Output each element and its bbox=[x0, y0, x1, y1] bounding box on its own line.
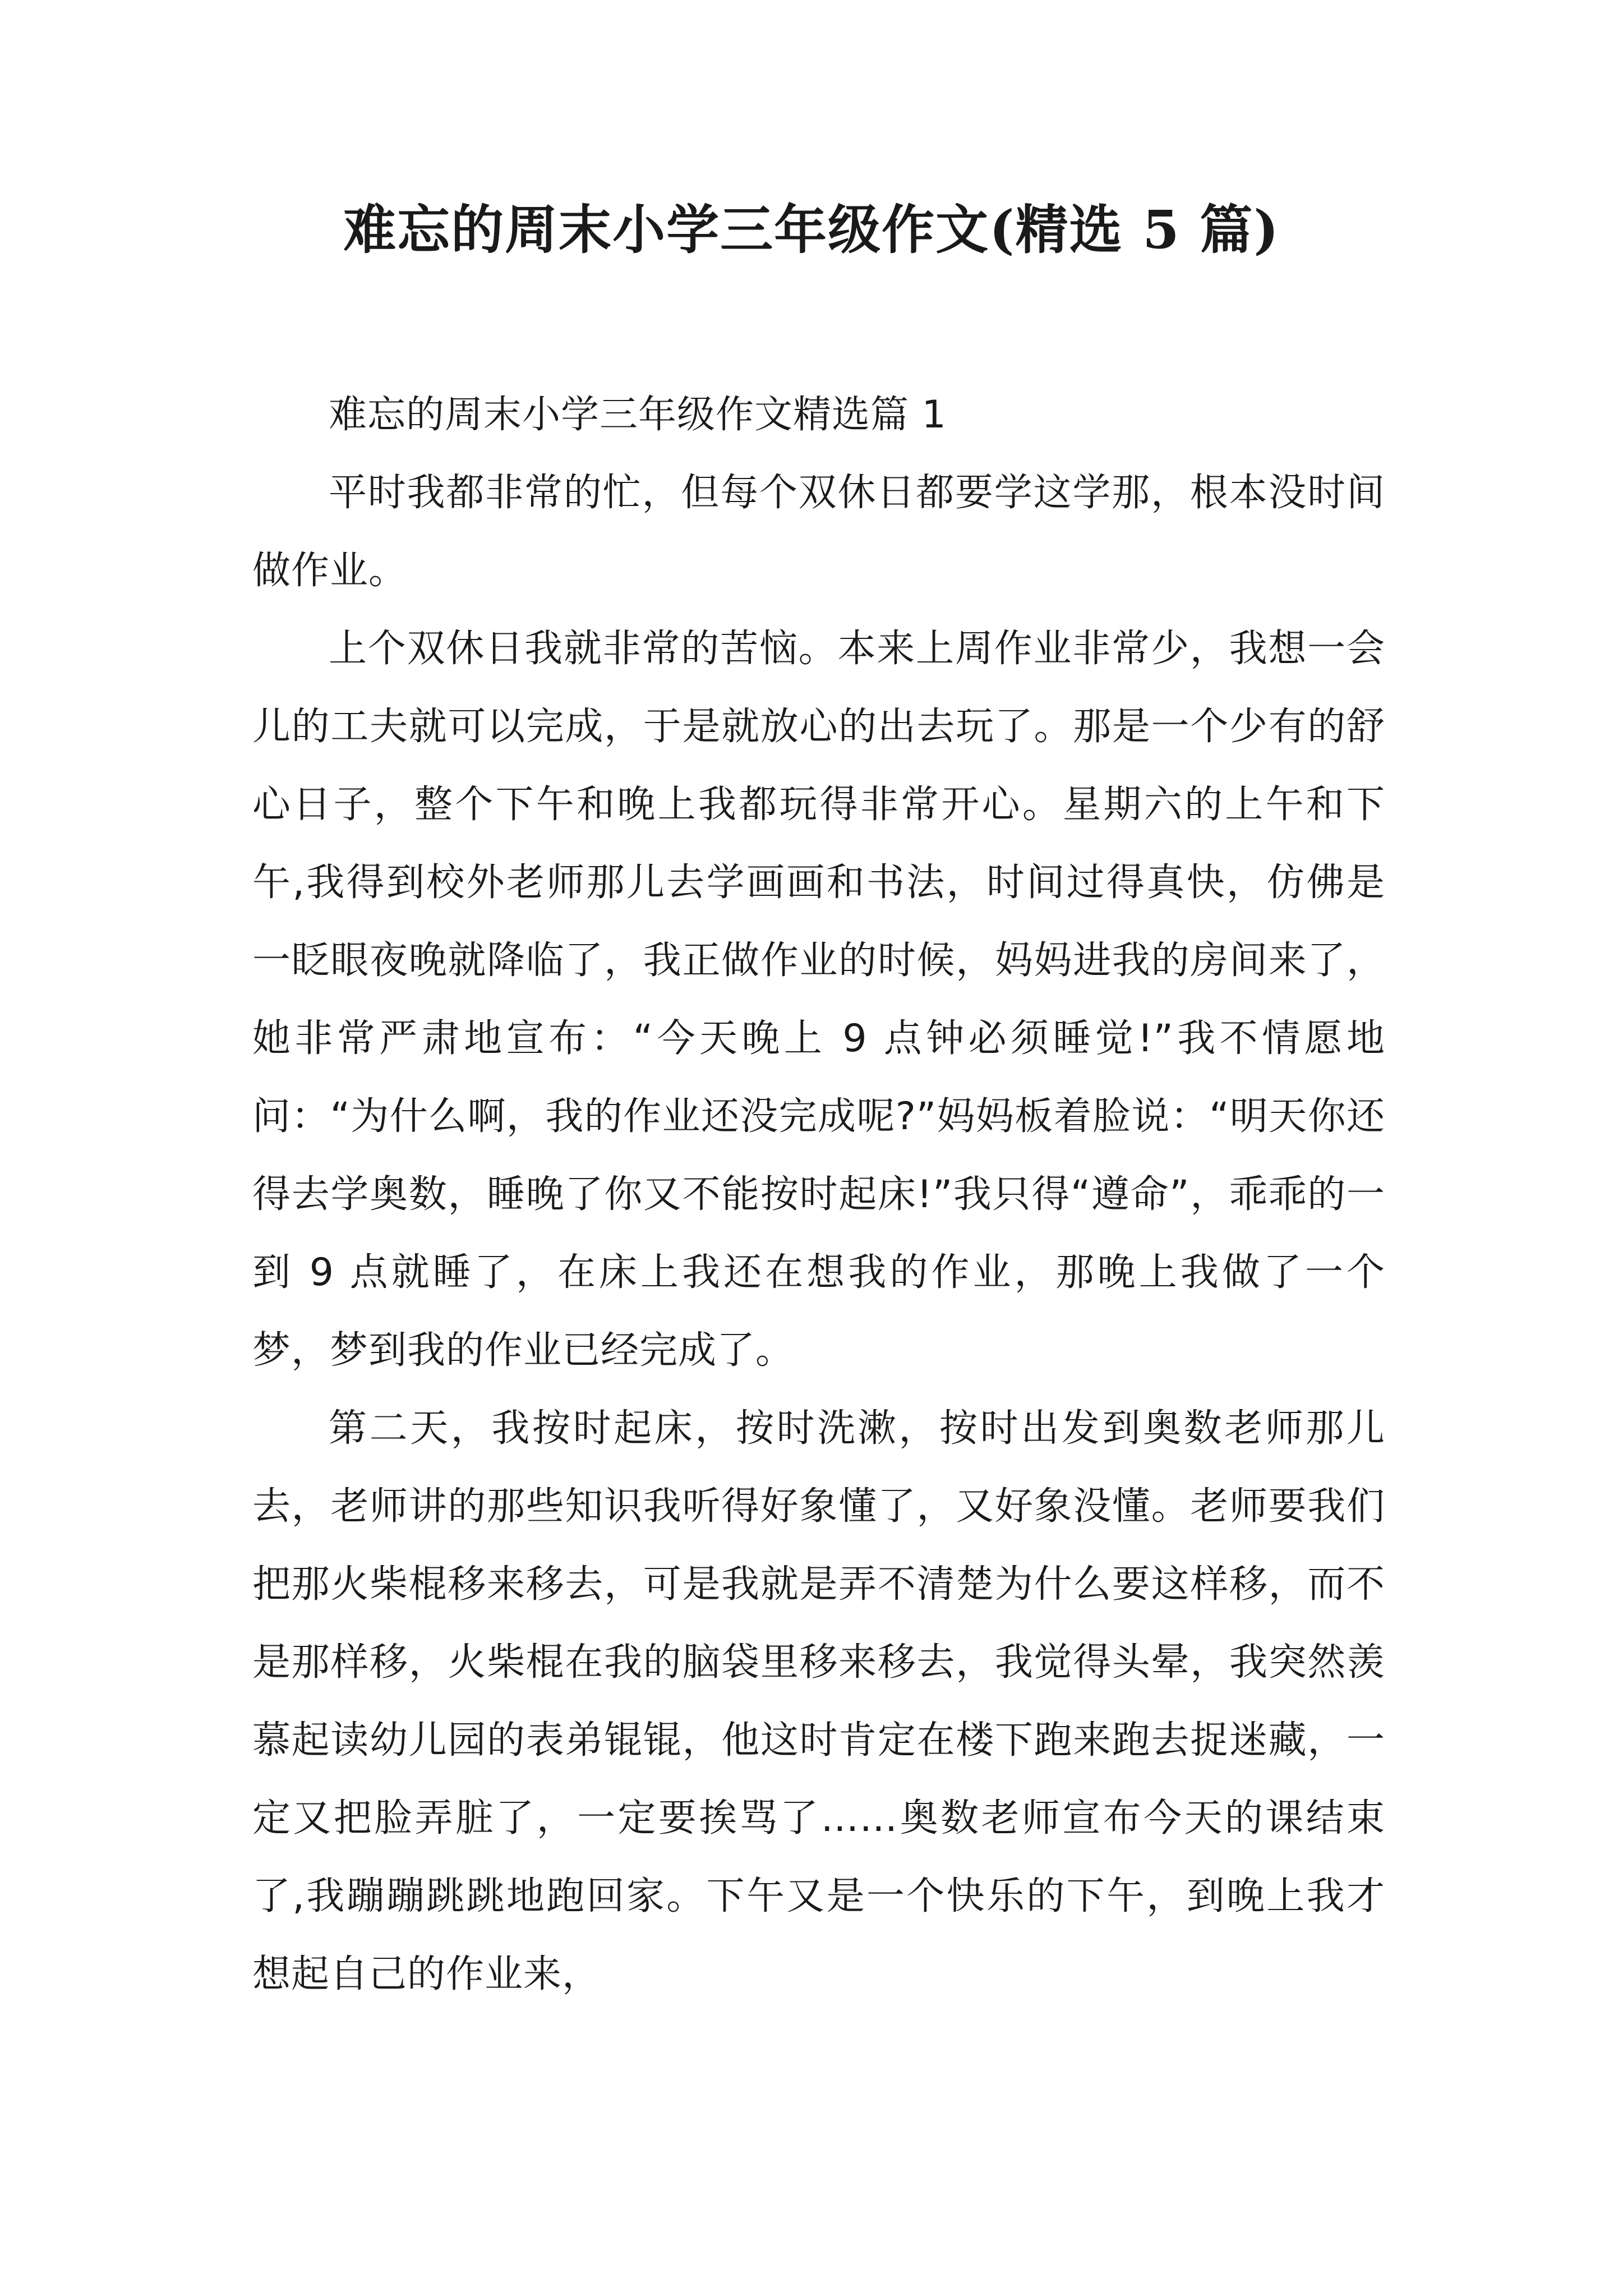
paragraph: 上个双休日我就非常的苦恼。本来上周作业非常少，我想一会儿的工夫就可以完成，于是就放心的出去玩了。那是一个少有的舒心日子，整个下午和晚上我都玩得非常开心。星期六的上午和下午,我得到校外老师那儿去学画画和书法，时间过得真快，仿佛是一眨眼夜晚就降临了，我正做作业的时候，妈妈进我的房间来了，她非常严肃地宣布：“今天晚上 9 点钟必须睡觉!”我不情愿地问：“为什么啊，我的作业还没完成呢?”妈妈板着脸说：“明天你还得去学奥数，睡晚了你又不能按时起床!”我只得“遵命”，乖乖的一到 9 点就睡了，在床上我还在想我的作业，那晚上我做了一个梦，梦到我的作业已经完成了。 bbox=[252, 627, 1385, 1373]
paragraph: 第二天，我按时起床，按时洗漱，按时出发到奥数老师那儿去，老师讲的那些知识我听得好象懂了，又好象没懂。老师要我们把那火柴棍移来移去，可是我就是弄不清楚为什么要这样移，而不是那样移，火柴棍在我的脑袋里移来移去，我觉得头晕，我突然羡慕起读幼儿园的表弟锟锟，他这时肯定在楼下跑来跑去捉迷藏，一定又把脸弄脏了，一定要挨骂了……奥数老师宣布今天的课结束了,我蹦蹦跳跳地跑回家。下午又是一个快乐的下午，到晚上我才想起自己的作业来， bbox=[252, 1406, 1385, 1996]
document-body bbox=[252, 376, 1385, 2013]
section-heading: 难忘的周末小学三年级作文精选篇 1 bbox=[329, 393, 947, 437]
document-title: 难忘的周末小学三年级作文(精选 5 篇) bbox=[343, 199, 1280, 261]
paragraph: 平时我都非常的忙，但每个双休日都要学这学那，根本没时间做作业。 bbox=[252, 471, 1385, 593]
